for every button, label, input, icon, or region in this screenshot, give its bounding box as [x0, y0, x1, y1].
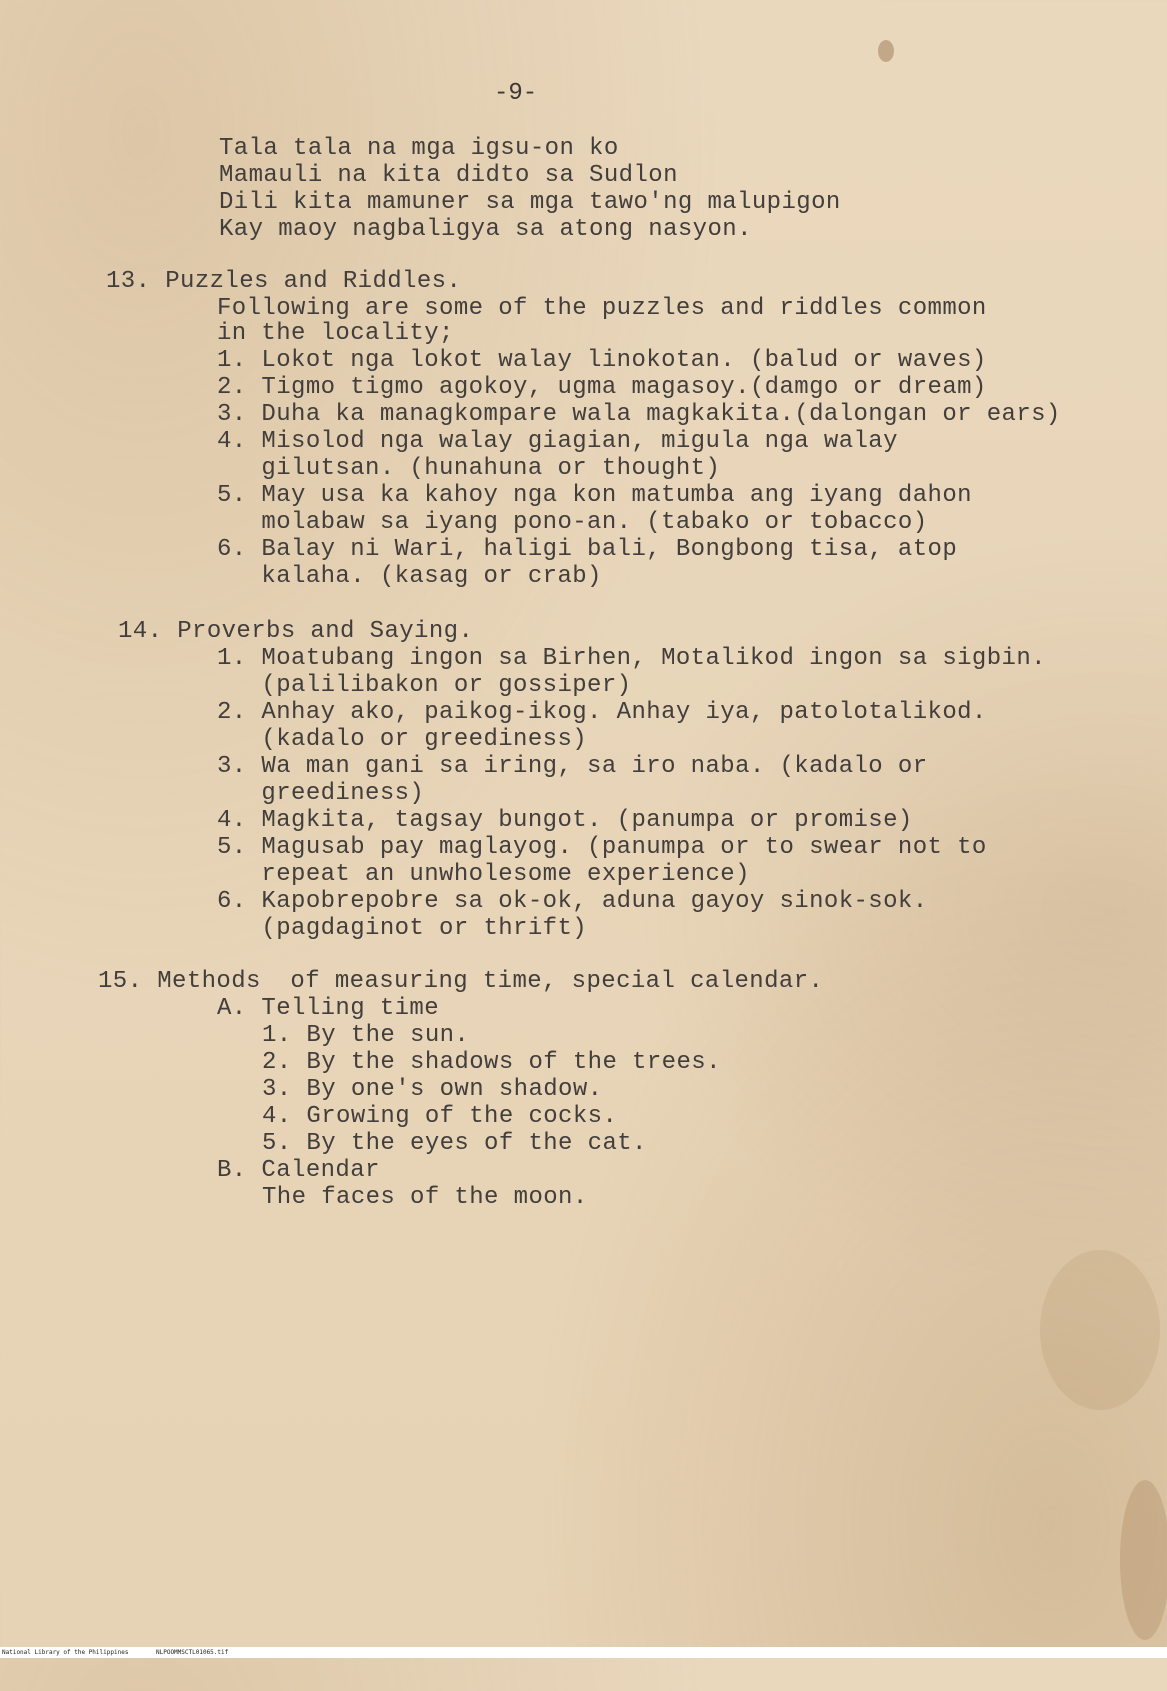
- time-method-item: 5. By the eyes of the cat.: [262, 1130, 647, 1157]
- proverb-item: 4. Magkita, tagsay bungot. (panumpa or promise): [217, 807, 913, 834]
- page-number: -9-: [494, 80, 538, 107]
- paper-stain: [1120, 1480, 1167, 1640]
- proverb-item-cont: (kadalo or greediness): [217, 726, 588, 753]
- riddle-item-cont: molabaw sa iyang pono-an. (tabako or tobacco): [217, 509, 928, 536]
- proverb-item: 5. Magusab pay maglayog. (panumpa or to swear not to: [217, 834, 987, 861]
- section-intro: in the locality;: [217, 320, 454, 347]
- proverb-item: 2. Anhay ako, paikog-ikog. Anhay iya, patolotalikod.: [217, 699, 987, 726]
- time-method-item: 3. By one's own shadow.: [262, 1076, 603, 1103]
- proverb-item: 6. Kapobrepobre sa ok-ok, aduna gayoy sinok-sok.: [217, 888, 928, 915]
- calendar-text: The faces of the moon.: [262, 1184, 588, 1211]
- section-heading: 15. Methods of measuring time, special calendar.: [98, 968, 824, 995]
- subsection-heading: A. Telling time: [217, 995, 440, 1022]
- riddle-item: 6. Balay ni Wari, haligi bali, Bongbong tisa, atop: [217, 536, 958, 563]
- footer-library: National Library of the Philippines: [2, 1649, 129, 1656]
- section-intro: Following are some of the puzzles and riddles common: [217, 295, 987, 322]
- section-heading: 13. Puzzles and Riddles.: [106, 268, 462, 295]
- riddle-item: 5. May usa ka kahoy nga kon matumba ang iyang dahon: [217, 482, 972, 509]
- paper-stain: [1040, 1250, 1160, 1410]
- proverb-item-cont: greediness): [217, 780, 425, 807]
- scan-footer: [0, 1647, 1167, 1658]
- riddle-item-cont: kalaha. (kasag or crab): [217, 563, 602, 590]
- poem-line: Tala tala na mga igsu-on ko: [219, 135, 619, 162]
- poem-line: Mamauli na kita didto sa Sudlon: [219, 162, 678, 189]
- section-heading: 14. Proverbs and Saying.: [118, 618, 474, 645]
- riddle-item: 1. Lokot nga lokot walay linokotan. (balud or waves): [217, 347, 987, 374]
- proverb-item-cont: repeat an unwholesome experience): [217, 861, 750, 888]
- time-method-item: 4. Growing of the cocks.: [262, 1103, 618, 1130]
- riddle-item: 3. Duha ka managkompare wala magkakita.(dalongan or ears): [217, 401, 1061, 428]
- subsection-heading: B. Calendar: [217, 1157, 380, 1184]
- proverb-item-cont: (pagdaginot or thrift): [217, 915, 588, 942]
- poem-line: Kay maoy nagbaligya sa atong nasyon.: [219, 216, 752, 243]
- time-method-item: 1. By the sun.: [262, 1022, 470, 1049]
- riddle-item: 4. Misolod nga walay giagian, migula nga walay: [217, 428, 898, 455]
- footer-filename: NLPOOMMSCTL01065.tif: [156, 1649, 229, 1656]
- poem-line: Dili kita mamuner sa mga tawo'ng malupigon: [219, 189, 841, 216]
- riddle-item: 2. Tigmo tigmo agokoy, ugma magasoy.(damgo or dream): [217, 374, 987, 401]
- proverb-item: 3. Wa man gani sa iring, sa iro naba. (kadalo or: [217, 753, 928, 780]
- time-method-item: 2. By the shadows of the trees.: [262, 1049, 721, 1076]
- proverb-item: 1. Moatubang ingon sa Birhen, Motalikod ingon sa sigbin.: [217, 645, 1046, 672]
- paper-stain: [878, 40, 894, 62]
- riddle-item-cont: gilutsan. (hunahuna or thought): [217, 455, 721, 482]
- proverb-item-cont: (palilibakon or gossiper): [217, 672, 632, 699]
